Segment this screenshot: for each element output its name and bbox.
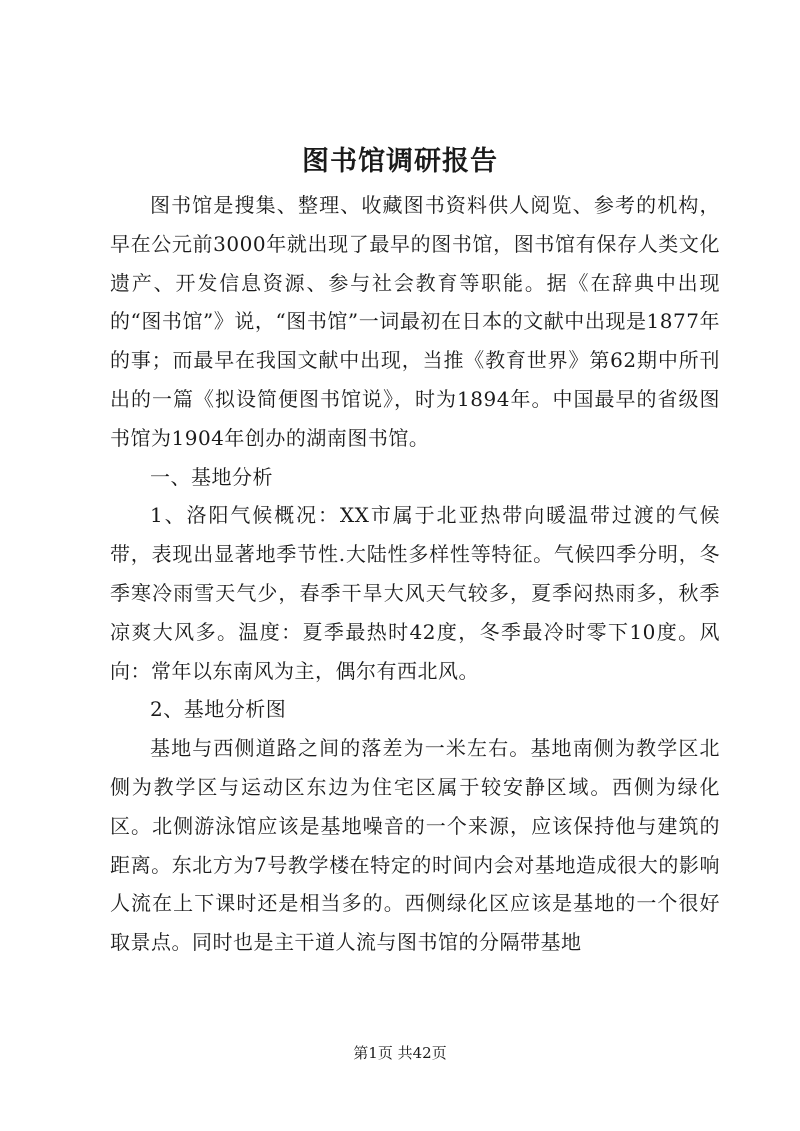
subheading-site-diagram: 2、基地分析图 (150, 697, 287, 722)
page-number-footer: 第1页 共42页 (353, 1044, 447, 1062)
paragraph-climate: 1、洛阳气候概况：XX市属于北亚热带向暖温带过渡的气候带，表现出显著地季节性.大陆性多样性等特征。气候四季分明，冬季寒冷雨雪天气少，春季干旱大风天气较多，夏季闷热雨多，秋季凉爽大风多。温度：夏季最热时42度，冬季最冷时零下10度。风向：常年以东南风为主，偶尔有西北风。 (110, 503, 720, 683)
paragraph-intro: 图书馆是搜集、整理、收藏图书资料供人阅览、参考的机构，早在公元前3000年就出现了最早的图书馆，图书馆有保存人类文化遗产、开发信息资源、参与社会教育等职能。据《在辞典中出现的“图书馆”》说，“图书馆”一词最初在日本的文献中出现是1877年的事；而最早在我国文献中出现，当推《教育世界》第62期中所刊出的一篇《拟设简便图书馆说》，时为1894年。中国最早的省级图书馆为1904年创办的湖南图书馆。 (110, 193, 720, 450)
paragraph-site-description: 基地与西侧道路之间的落差为一米左右。基地南侧为教学区北侧为教学区与运动区东边为住宅区属于较安静区域。西侧为绿化区。北侧游泳馆应该是基地噪音的一个来源，应该保持他与建筑的距离。东北方为7号教学楼在特定的时间内会对基地造成很大的影响人流在上下课时还是相当多的。西侧绿化区应该是基地的一个很好取景点。同时也是主干道人流与图书馆的分隔带基地 (110, 736, 720, 955)
document-title: 图书馆调研报告 (302, 146, 498, 177)
document-body (110, 186, 720, 962)
section-heading-site-analysis: 一、基地分析 (150, 464, 273, 489)
